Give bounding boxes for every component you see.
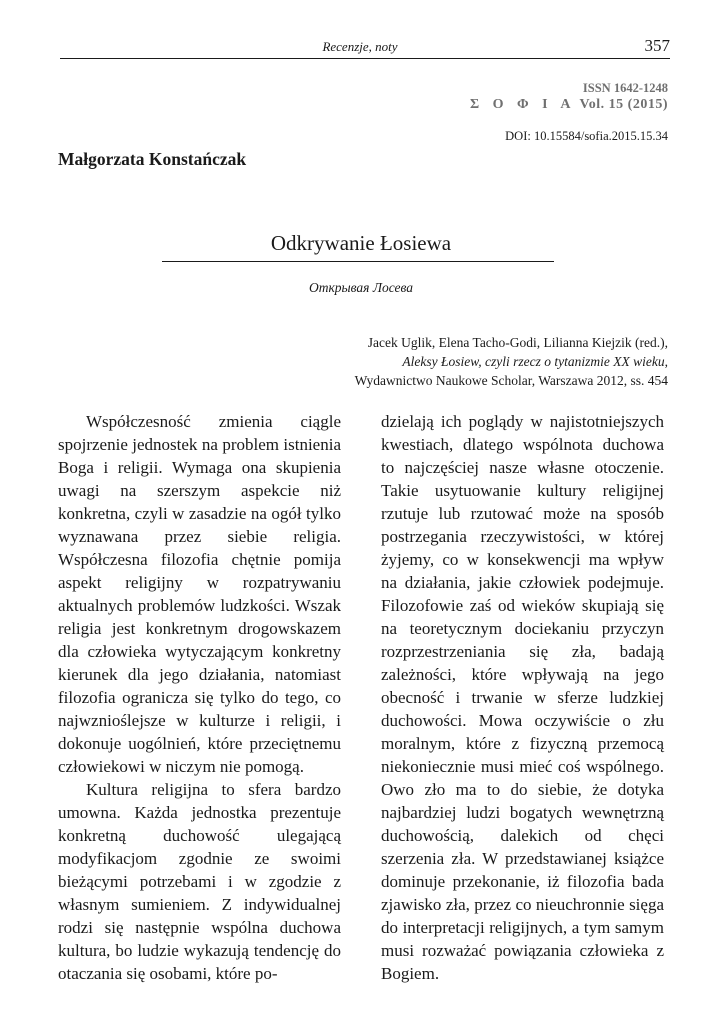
- header-divider: [60, 58, 670, 59]
- book-reference: [355, 333, 668, 390]
- book-publisher: Wydawnictwo Naukowe Scholar, Warszawa 2012, ss. 454: [354, 373, 668, 388]
- paragraph: Współczesność zmienia ciągle spojrzenie jednostek na problem istnienia Boga i religii. Wymaga ona skupienia uwagi na szerszym aspekcie niż konkretna, czyli w zasadzie na ogół tylko wyznawana przez siebie religia. Współczesna filozofia chętnie pomija aspekt religijny w rozpatrywaniu aktualnych problemów ludzkości. Wszak religia jest konkretnym drogowskazem dla człowieka wytyczającym konkretny kierunek dla jego działania, natomiast filozofia ogranicza się tylko do tego, co najwznioślejsze w kulturze i religii, i dokonuje uogólnień, które przeciętnemu człowiekowi w niczym nie pomogą.: [58, 412, 341, 776]
- running-title: Recenzje, noty: [322, 39, 398, 54]
- book-editors: Jacek Uglik, Elena Tacho-Godi, Lilianna Kiejzik (red.),: [367, 335, 668, 350]
- paragraph: Kultura religijna to sfera bardzo umowna. Każda jednostka prezentuje konkretną duchowość ulegającą modyfikacjom zgodnie ze swoimi bieżącymi potrzebami i w zgodzie z własnym sumieniem. Z indywidualnej rodzi się następnie wspólna duchowa kultura, bo ludzie wykazują tendencję do otaczania się osobami, które po-: [58, 780, 341, 983]
- article-subtitle: Открывая Лосева: [308, 280, 414, 295]
- paragraph: dzielają ich poglądy w najistotniejszych kwestiach, dlatego wspólnota duchowa to najczęściej nasze własne otoczenie. Takie usytuowanie kultury religijnej rzutuje lub rzutować może na sposób postrzegania rzeczywistości, w której żyjemy, co w konsekwencji ma wpływ na działania, jakie człowiek podejmuje. Filozofowie zaś od wieków skupiają się na teoretycznym dociekaniu przyczyn rozprzestrzeniania się zła, badają zależności, które wpływają na jego obecność i trwanie w sferze ludzkiej duchowości. Mowa oczywiście o złu moralnym, które z fizyczną przemocą niekoniecznie musi mieć coś wspólnego. Owo zło ma to do siebie, że dotyka najbardziej ludzi bogatych wewnętrzną duchowością, dalekich od chęci szerzenia zła. W przedstawianej książce dominuje przekonanie, iż filozofia bada zjawisko zła, przez co nieuchronnie sięga do interpretacji religijnych, a tym samym musi rozważać powiązania człowieka z Bogiem.: [381, 412, 664, 983]
- page-number: 357: [644, 36, 670, 55]
- journal-info: [470, 80, 668, 114]
- book-title-line: [355, 352, 668, 371]
- doi: DOI: 10.15584/sofia.2015.15.34: [505, 129, 668, 143]
- running-head: [60, 38, 670, 60]
- title-divider: [162, 261, 554, 262]
- author-name: Małgorzata Konstańczak: [58, 149, 247, 169]
- left-column: [58, 410, 341, 985]
- right-column: [381, 410, 664, 985]
- journal-name: Σ Ο Φ Ι Α: [470, 97, 576, 112]
- journal-volume: Vol. 15 (2015): [579, 97, 668, 112]
- journal-line: [470, 96, 668, 114]
- book-title: Aleksy Łosiew, czyli rzecz o tytanizmie XX wieku: [402, 354, 665, 369]
- issn: ISSN 1642-1248: [582, 81, 668, 95]
- book-title-suffix: ,: [664, 354, 668, 369]
- article-title: Odkrywanie Łosiewa: [270, 231, 452, 255]
